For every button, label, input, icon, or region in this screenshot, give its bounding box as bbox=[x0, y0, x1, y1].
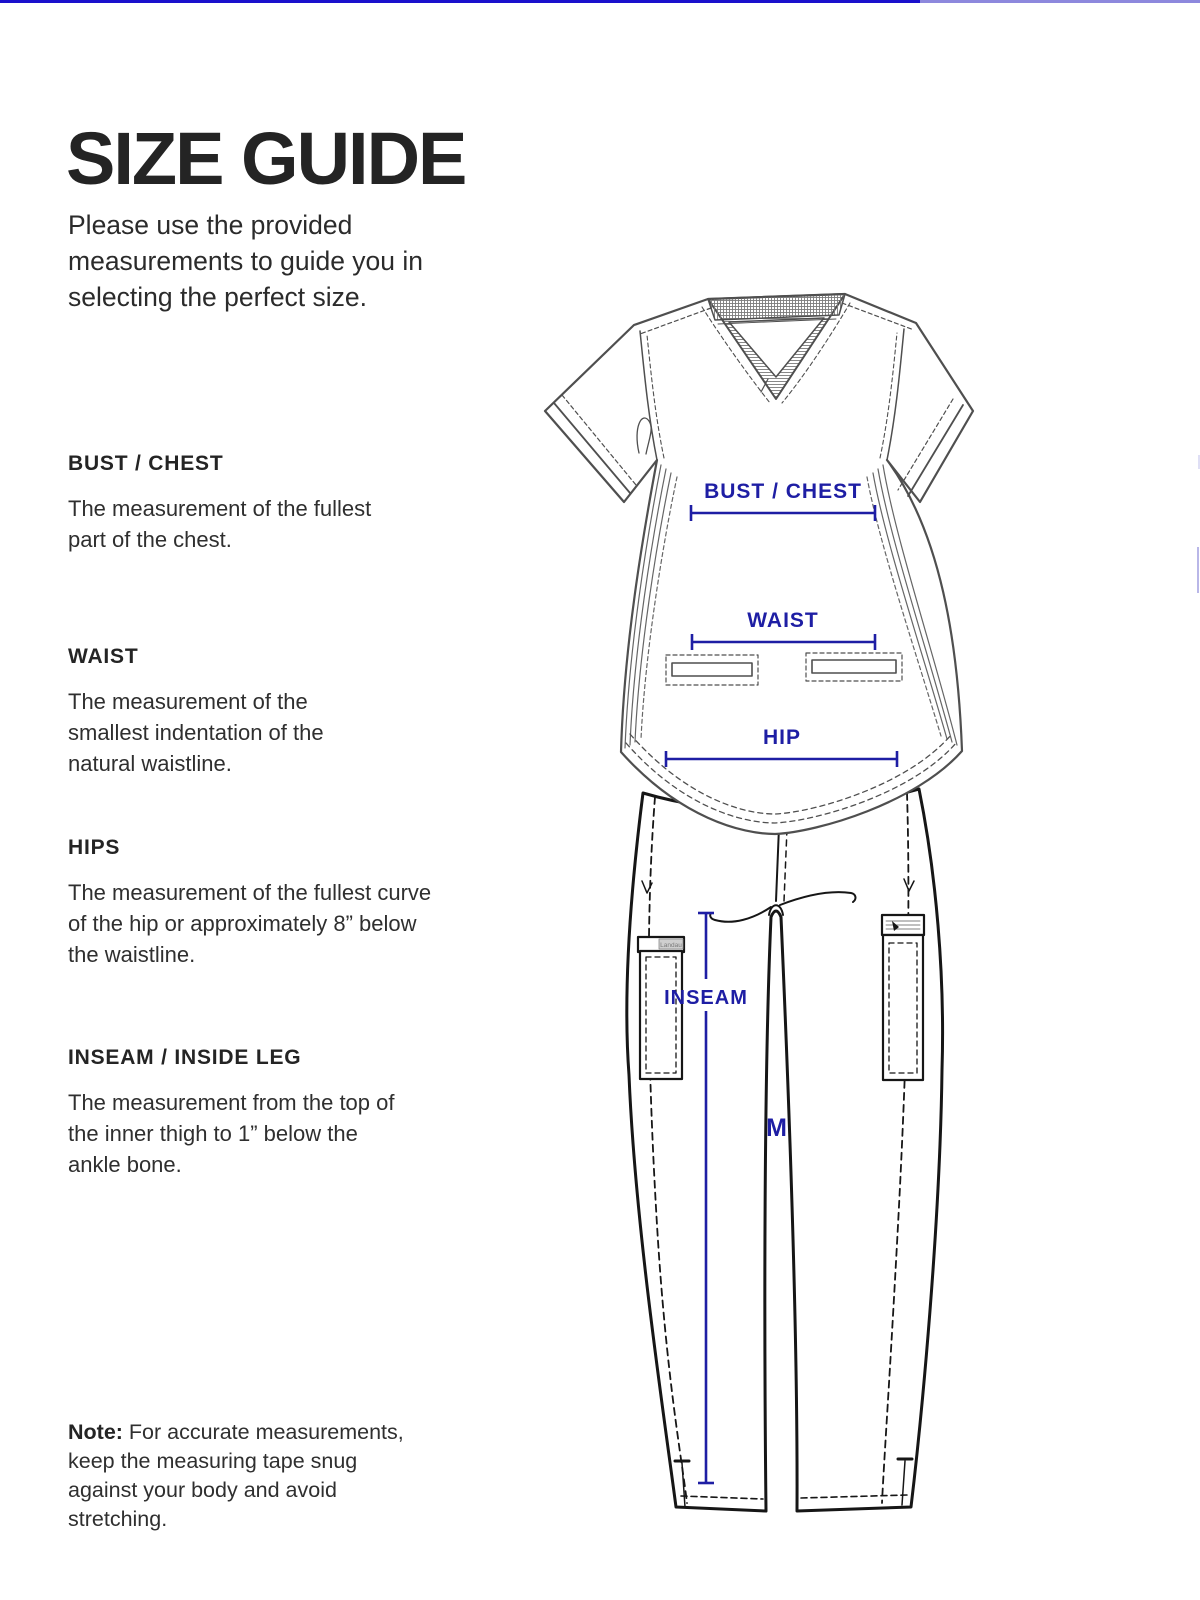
hips-section-heading: HIPS bbox=[68, 836, 121, 859]
size-marker-label: M bbox=[766, 1114, 788, 1142]
page-title: SIZE GUIDE bbox=[66, 116, 466, 200]
note-body: For accurate measurements, keep the measuring tape snug against your body and avoid stretching. bbox=[68, 1419, 404, 1531]
note-text bbox=[68, 1418, 410, 1534]
right-edge-artifact bbox=[1197, 547, 1199, 593]
waist-section-body: The measurement of the smallest indentation of the natural waistline. bbox=[68, 689, 324, 776]
collar-back-band bbox=[708, 294, 845, 320]
page-top-border-light-segment bbox=[920, 0, 1200, 3]
inseam-section-body: The measurement from the top of the inner thigh to 1” below the ankle bone. bbox=[68, 1090, 395, 1177]
scrubs-diagram-svg bbox=[518, 275, 1000, 1560]
waist-measure-label: WAIST bbox=[747, 609, 819, 632]
inseam-measure-label: INSEAM bbox=[664, 987, 748, 1009]
pocket-tag-label: Landau bbox=[660, 942, 682, 949]
hip-measure-label: HIP bbox=[762, 726, 802, 749]
scrub-top-drawing bbox=[545, 294, 973, 834]
bust-section-body: The measurement of the fullest part of the chest. bbox=[68, 496, 372, 552]
bust-measure-label: BUST / CHEST bbox=[704, 480, 862, 503]
measurement-section-inseam bbox=[68, 1046, 406, 1180]
measurement-section-waist bbox=[68, 645, 380, 779]
inseam-section-heading: INSEAM / INSIDE LEG bbox=[68, 1046, 302, 1069]
scrub-pants-drawing bbox=[627, 789, 943, 1511]
scrubs-size-diagram bbox=[518, 275, 1000, 1560]
hips-section-body: The measurement of the fullest curve of the hip or approximately 8” below the waistline. bbox=[68, 880, 432, 967]
measurement-section-bust bbox=[68, 452, 380, 555]
measurement-section-hips bbox=[68, 836, 440, 970]
bust-section-heading: BUST / CHEST bbox=[68, 452, 224, 475]
waist-section-heading: WAIST bbox=[68, 645, 139, 668]
note-label: Note: bbox=[68, 1419, 123, 1444]
right-cargo-pocket bbox=[882, 915, 924, 1080]
intro-text: Please use the provided measurements to guide you in selecting the perfect size. bbox=[68, 209, 424, 312]
